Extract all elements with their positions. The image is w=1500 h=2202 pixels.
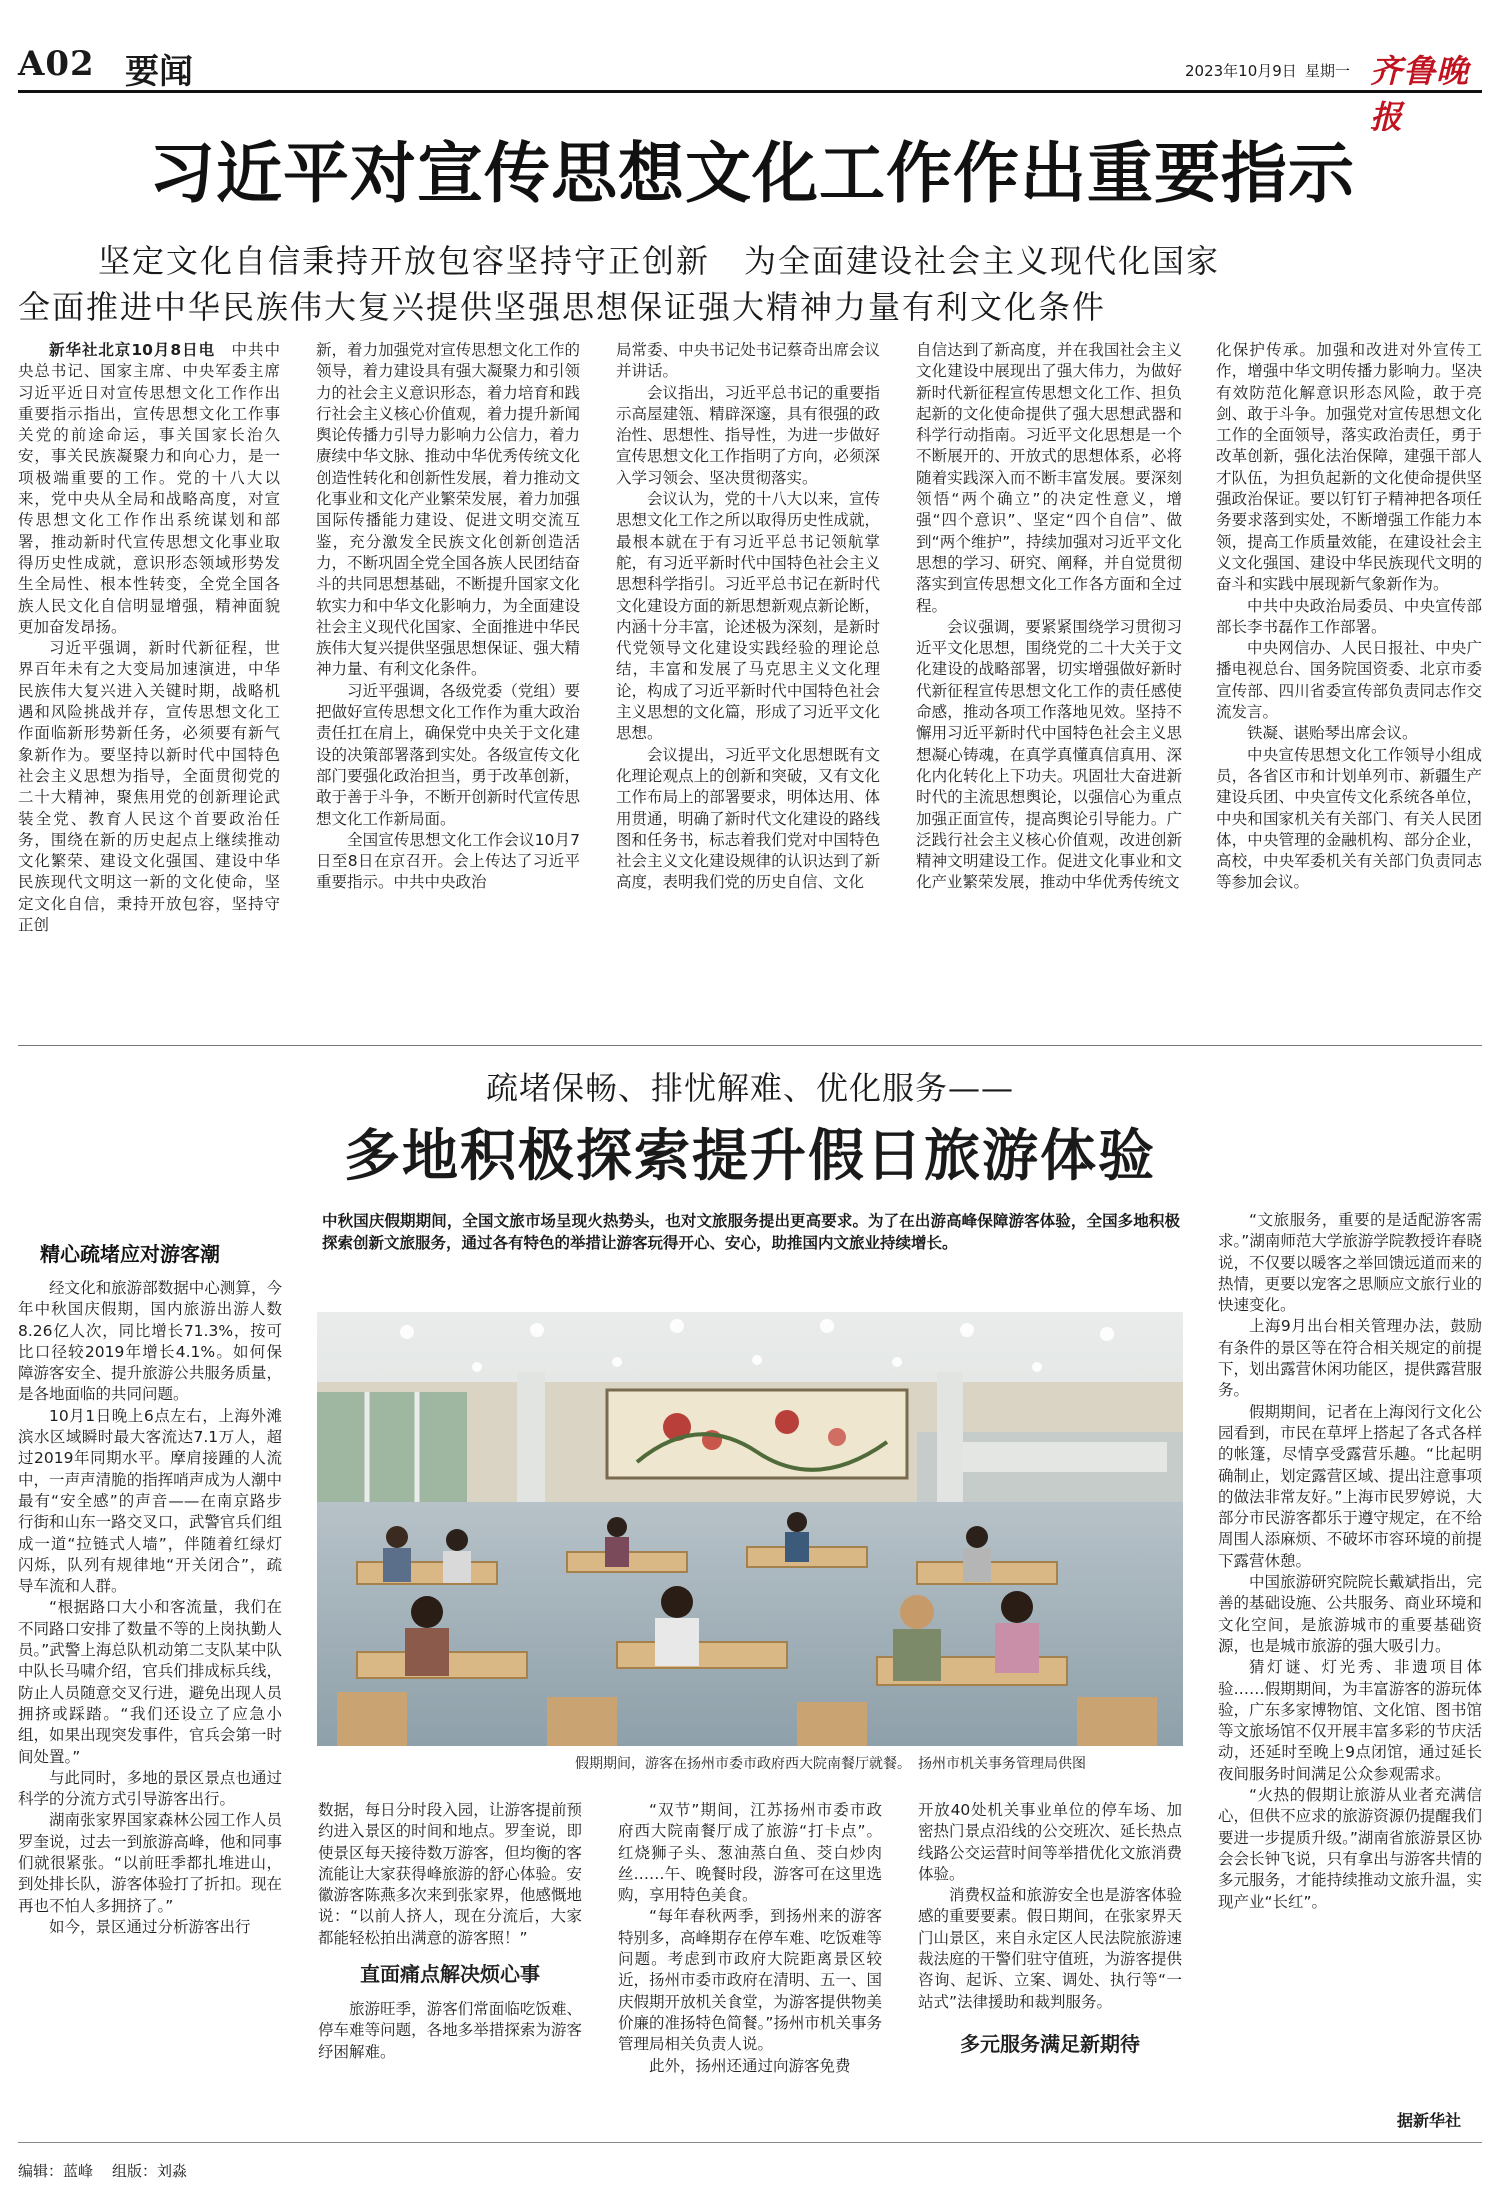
dateline: 新华社北京10月8日电 (49, 341, 216, 359)
article1-column-3 (616, 340, 880, 1030)
paragraph: 化保护传承。加强和改进对外宣传工作，增强中华文明传播力影响力。坚决有效防范化解意识形态风险，敢于亮剑、敢于斗争。加强党对宣传思想文化工作的全面领导，落实政治责任，勇于改革创新，强化法治保障，建强干部人才队伍，为担负起新的文化使命提供坚强政治保证。要以钉钉子精神把各项任务要求落到实处，不断增强工作能力本领，提高工作质量效能，在建设社会主义文化强国、建设中华民族现代文明的奋斗和实践中展现新气象新作为。 (1216, 341, 1482, 594)
footer-editor: 编辑：蓝峰 (18, 2162, 94, 2180)
article1-column-2 (316, 340, 580, 1030)
paragraph: 会议认为，党的十八大以来，宣传思想文化工作之所以取得历史性成就，最根本就在于有习近平总书记领航掌舵，有习近平新时代中国特色社会主义思想科学指引。习近平总书记在新时代文化建设方面的新思想新观点新论断，内涵十分丰富，论述极为深刻，是新时代党领导文化建设实践经验的理论总结，丰富和发展了马克思主义文化理论，构成了习近平新时代中国特色社会主义思想的文化篇，形成了习近平文化思想。 (616, 490, 880, 743)
article2-right-column (1218, 1210, 1482, 2100)
article1-column-4 (916, 340, 1182, 1030)
paragraph: 会议指出，习近平总书记的重要指示高屋建瓴、精辟深邃，具有很强的政治性、思想性、指导性，为进一步做好宣传思想文化工作指明了方向，必须深入学习领会、坚决贯彻落实。 (616, 383, 880, 487)
page-number: A02 (18, 44, 95, 84)
paragraph: 开放40处机关事业单位的停车场、加密热门景点沿线的公交班次、延长热点线路公交运营时间等举措优化文旅消费体验。 (918, 1801, 1182, 1883)
paragraph: 经文化和旅游部数据中心测算，今年中秋国庆假期，国内旅游出游人数8.26亿人次，同比增长71.3%，按可比口径较2019年增长4.1%。如何保障游客安全、提升旅游公共服务质量，是各地面临的共同问题。 (18, 1279, 282, 1404)
header-rule (18, 90, 1482, 93)
article2-middle-column-2 (618, 1800, 882, 2130)
paragraph: 会议强调，要紧紧围绕学习贯彻习近平文化思想，围绕党的二十大关于文化建设的战略部署，切实增强做好新时代新征程宣传思想文化工作的责任感使命感，推动各项工作落地见效。坚持不懈用习近平新时代中国特色社会主义思想凝心铸魂，在真学真懂真信真用、深化内化转化上下功夫。巩固壮大奋进新时代的主流思想舆论，以强信心为重点加强正面宣传，提高舆论引导能力。广泛践行社会主义核心价值观，改进创新精神文明建设工作。促进文化事业和文化产业繁荣发展，推动中华优秀传统文 (916, 617, 1182, 892)
photo-caption: 假期期间，游客在扬州市委市政府西大院南餐厅就餐。 扬州市机关事务管理局供图 (575, 1756, 1086, 1772)
paragraph: 与此同时，多地的景区景点也通过科学的分流方式引导游客出行。 (18, 1768, 282, 1809)
issue-weekday: 星期一 (1305, 62, 1351, 80)
article2-kicker: 疏堵保畅、排忧解难、优化服务—— (485, 1069, 1014, 1107)
article2-byline: 据新华社 (1397, 2111, 1462, 2130)
article2-lead: 中秋国庆假期期间，全国文旅市场呈现火热势头，也对文旅服务提出更高要求。为了在出游高峰保障游客体验，全国多地积极探索创新文旅服务，通过各有特色的举措让游客玩得开心、安心，助推国内文旅业持续增长。 (322, 1212, 1180, 1252)
paragraph: “文旅服务，重要的是适配游客需求。”湖南师范大学旅游学院教授许春晓说，不仅要以暖客之举回馈远道而来的热情，更要以宠客之思顺应文旅行业的快速变化。 (1218, 1211, 1482, 1315)
article2-left-column (18, 1278, 282, 2128)
news-photo (317, 1312, 1183, 1746)
masthead-logo: 齐鲁晚报 (1370, 52, 1470, 136)
article2-subhead-1: 精心疏堵应对游客潮 (40, 1242, 220, 1266)
paragraph: 全国宣传思想文化工作会议10月7日至8日在京召开。会上传达了习近平重要指示。中共中央政治 (316, 830, 580, 892)
section-name: 要闻 (125, 52, 193, 92)
article2-middle-column-1 (318, 1800, 582, 2130)
footer-rule (18, 2142, 1482, 2143)
article1-headline: 习近平对宣传思想文化工作作出重要指示 (149, 134, 1355, 212)
paragraph: 中央网信办、人民日报社、中央广播电视总台、国务院国资委、北京市委宣传部、四川省委宣传部负责同志作交流发言。 (1216, 639, 1482, 722)
article1-column-1 (18, 340, 280, 1030)
article1-subtitle-line1: 坚定文化自信秉持开放包容坚持守正创新 为全面建设社会主义现代化国家 (98, 242, 1221, 280)
paragraph: 铁凝、谌贻琴出席会议。 (1247, 724, 1418, 743)
article-separator (18, 1045, 1482, 1046)
paragraph: 习近平强调，各级党委（党组）要把做好宣传思想文化工作作为重大政治责任扛在肩上，确保党中央关于文化建设的决策部署落到实处。各级宣传文化部门要强化政治担当，勇于改革创新，敢于善于斗争，不断开创新时代宣传思想文化工作新局面。 (316, 681, 580, 828)
paragraph: 自信达到了新高度，并在我国社会主义文化建设中展现出了强大伟力，为做好新时代新征程宣传思想文化工作、担负起新的文化使命提供了强大思想武器和科学行动指南。习近平文化思想是一个不断展开的、开放式的思想体系，必将随着实践深入而不断丰富发展。要深刻领悟“两个确立”的决定性意义，增强“四个意识”、坚定“四个自信”、做到“两个维护”，持续加强对习近平文化思想的学习、研究、阐释，并自觉贯彻落实到宣传思想文化工作各方面和全过程。 (916, 341, 1182, 615)
paragraph: 消费权益和旅游安全也是游客体验感的重要要素。假日期间，在张家界天门山景区，来自永定区人民法院旅游速裁法庭的干警们驻守值班，为游客提供咨询、起诉、立案、调处、执行等“一站式”法律援助和裁判服务。 (918, 1886, 1182, 2011)
paragraph: 此外，扬州还通过向游客免费 (649, 2056, 851, 2075)
paragraph: 如今，景区通过分析游客出行 (49, 1917, 251, 1936)
paragraph: 湖南张家界国家森林公园工作人员罗奎说，过去一到旅游高峰，他和同事们就很紧张。“以前旺季都扎堆进山，到处排长队，游客体验打了折扣。现在再也不怕人多拥挤了。” (18, 1811, 282, 1915)
article1-subtitle-line2: 全面推进中华民族伟大复兴提供坚强思想保证强大精神力量有利文化条件 (18, 288, 1107, 326)
paragraph: “根据路口大小和客流量，我们在不同路口安排了数量不等的上岗执勤人员。”武警上海总队机动第二支队某中队中队长马啸介绍，官兵们排成标兵线，防止人员随意交叉行进，避免出现人员拥挤或踩踏。“我们还设立了应急小组，如果出现突发事件，官兵会第一时间处置。” (18, 1598, 282, 1766)
paragraph: 10月1日晚上6点左右，上海外滩滨水区域瞬时最大客流达7.1万人，超过2019年同期水平。摩肩接踵的人流中，一声声清脆的指挥哨声成为人潮中最有“安全感”的声音——在南京路步行街和山东一路交叉口，武警官兵们组成一道“拉链式人墙”，伴随着红绿灯闪烁，队列有规律地“开关闭合”，疏导车流和人群。 (18, 1406, 282, 1596)
footer-layout: 组版：刘淼 (112, 2162, 188, 2180)
article2-subhead-3: 多元服务满足新期待 (960, 2031, 1140, 2056)
paragraph: 上海9月出台相关管理办法，鼓励有条件的景区等在符合相关规定的前提下，划出露营休闲功能区，提供露营服务。 (1218, 1317, 1482, 1400)
article2-headline: 多地积极探索提升假日旅游体验 (344, 1123, 1156, 1189)
paragraph: “火热的假期让旅游从业者充满信心，但供不应求的旅游资源仍提醒我们要进一步提质升级。”湖南省旅游景区协会会长钟飞说，只有拿出与游客共情的多元服务，才能持续推动文旅升温，实现产业“长红”。 (1218, 1786, 1482, 1911)
article2-middle-column-3 (918, 1800, 1182, 2130)
paragraph: 中央宣传思想文化工作领导小组成员，各省区市和计划单列市、新疆生产建设兵团、中央宣传文化系统各单位，中央和国家机关有关部门、有关人民团体，中央管理的金融机构、部分企业，高校，中央军委机关有关部门负责同志等参加会议。 (1216, 745, 1482, 892)
paragraph: 假期期间，记者在上海闵行文化公园看到，市民在草坪上搭起了各式各样的帐篷，尽情享受露营乐趣。“比起明确制止，划定露营区域、提出注意事项的做法非常友好。”上海市民罗婷说，大部分市民游客都乐于遵守规定，在不给周围人添麻烦、不破坏市容环境的前提下露营休憩。 (1218, 1402, 1482, 1570)
article1-column-5 (1216, 340, 1482, 1030)
paragraph: 猜灯谜、灯光秀、非遗项目体验……假期期间，为丰富游客的游玩体验，广东多家博物馆、文化馆、图书馆等文旅场馆不仅开展丰富多彩的节庆活动，还延时至晚上9点闭馆，通过延长夜间服务时间满足公众参观需求。 (1218, 1658, 1482, 1783)
issue-date: 2023年10月9日 (1185, 62, 1297, 80)
paragraph: 新，着力加强党对宣传思想文化工作的领导，着力建设具有强大凝聚力和引领力的社会主义意识形态，着力培育和践行社会主义核心价值观，着力提升新闻舆论传播力引导力影响力公信力，着力赓续中华文脉、推动中华优秀传统文化创造性转化和创新性发展，着力推动文化事业和文化产业繁荣发展，着力加强国际传播能力建设、促进文明交流互鉴，充分激发全民族文化创新创造活力，不断巩固全党全国各族人民团结奋斗的共同思想基础，不断提升国家文化软实力和中华文化影响力，为全面建设社会主义现代化国家、全面推进中华民族伟大复兴提供坚强思想保证、强大精神力量、有利文化条件。 (316, 341, 580, 679)
paragraph: 习近平强调，新时代新征程，世界百年未有之大变局加速演进，中华民族伟大复兴进入关键时期，战略机遇和风险挑战并存，宣传思想文化工作面临新形势新任务，必须要有新气象新作为。要坚持以新时代中国特色社会主义思想为指导，全面贯彻党的二十大精神，聚焦用党的创新理论武装全党、教育人民这个首要政治任务，围绕在新的历史起点上继续推动文化繁荣、建设文化强国、建设中华民族现代文明这一新的文化使命，坚定文化自信，秉持开放包容，坚持守正创 (18, 639, 280, 935)
paragraph: 旅游旺季，游客们常面临吃饭难、停车难等问题，各地多举措探索为游客纾困解难。 (318, 2000, 582, 2061)
paragraph: “每年春秋两季，到扬州来的游客特别多，高峰期存在停车难、吃饭难等问题。考虑到市政府大院距离景区较近，扬州市委市政府在清明、五一、国庆假期开放机关食堂，为游客提供物美价廉的准扬特色简餐。”扬州市机关事务管理局相关负责人说。 (618, 1907, 882, 2054)
paragraph: 会议提出，习近平文化思想既有文化理论观点上的创新和突破，又有文化工作布局上的部署要求，明体达用、体用贯通，明确了新时代文化建设的路线图和任务书，标志着我们党对中国特色社会主义文化建设规律的认识达到了新高度，表明我们党的历史自信、文化 (616, 745, 880, 892)
paragraph: 中共中央政治局委员、中央宣传部部长李书磊作工作部署。 (1216, 596, 1482, 636)
paragraph: “双节”期间，江苏扬州市委市政府西大院南餐厅成了旅游“打卡点”。红烧狮子头、葱油蒸白鱼、茭白炒肉丝……午、晚餐时段，游客可在这里选购，享用特色美食。 (618, 1801, 882, 1905)
paragraph: 局常委、中央书记处书记蔡奇出席会议并讲话。 (616, 341, 880, 381)
paragraph: 中国旅游研究院院长戴斌指出，完善的基础设施、公共服务、商业环境和文化空间，是旅游城市的重要基础资源，也是城市旅游的强大吸引力。 (1218, 1573, 1482, 1655)
article2-subhead-2: 直面痛点解决烦心事 (360, 1962, 540, 1987)
paragraph: 中共中央总书记、国家主席、中央军委主席习近平近日对宣传思想文化工作作出重要指示指出，宣传思想文化工作事关党的前途命运，事关国家长治久安，事关民族凝聚力和向心力，是一项极端重要的工作。党的十八大以来，党中央从全局和战略高度，对宣传思想文化工作作出系统谋划和部署，推动新时代宣传思想文化事业取得历史性成就，意识形态领域形势发生全局性、根本性转变，全党全国各族人民文化自信明显增强，精神面貌更加奋发昂扬。 (18, 341, 280, 636)
paragraph: 数据，每日分时段入园，让游客提前预约进入景区的时间和地点。罗奎说，即使景区每天接待数万游客，但均衡的客流能让大家获得峰旅游的舒心体验。安徽游客陈燕多次来到张家界，他感慨地说：“以前人挤人，现在分流后，大家都能轻松拍出满意的游客照！” (318, 1801, 582, 1947)
